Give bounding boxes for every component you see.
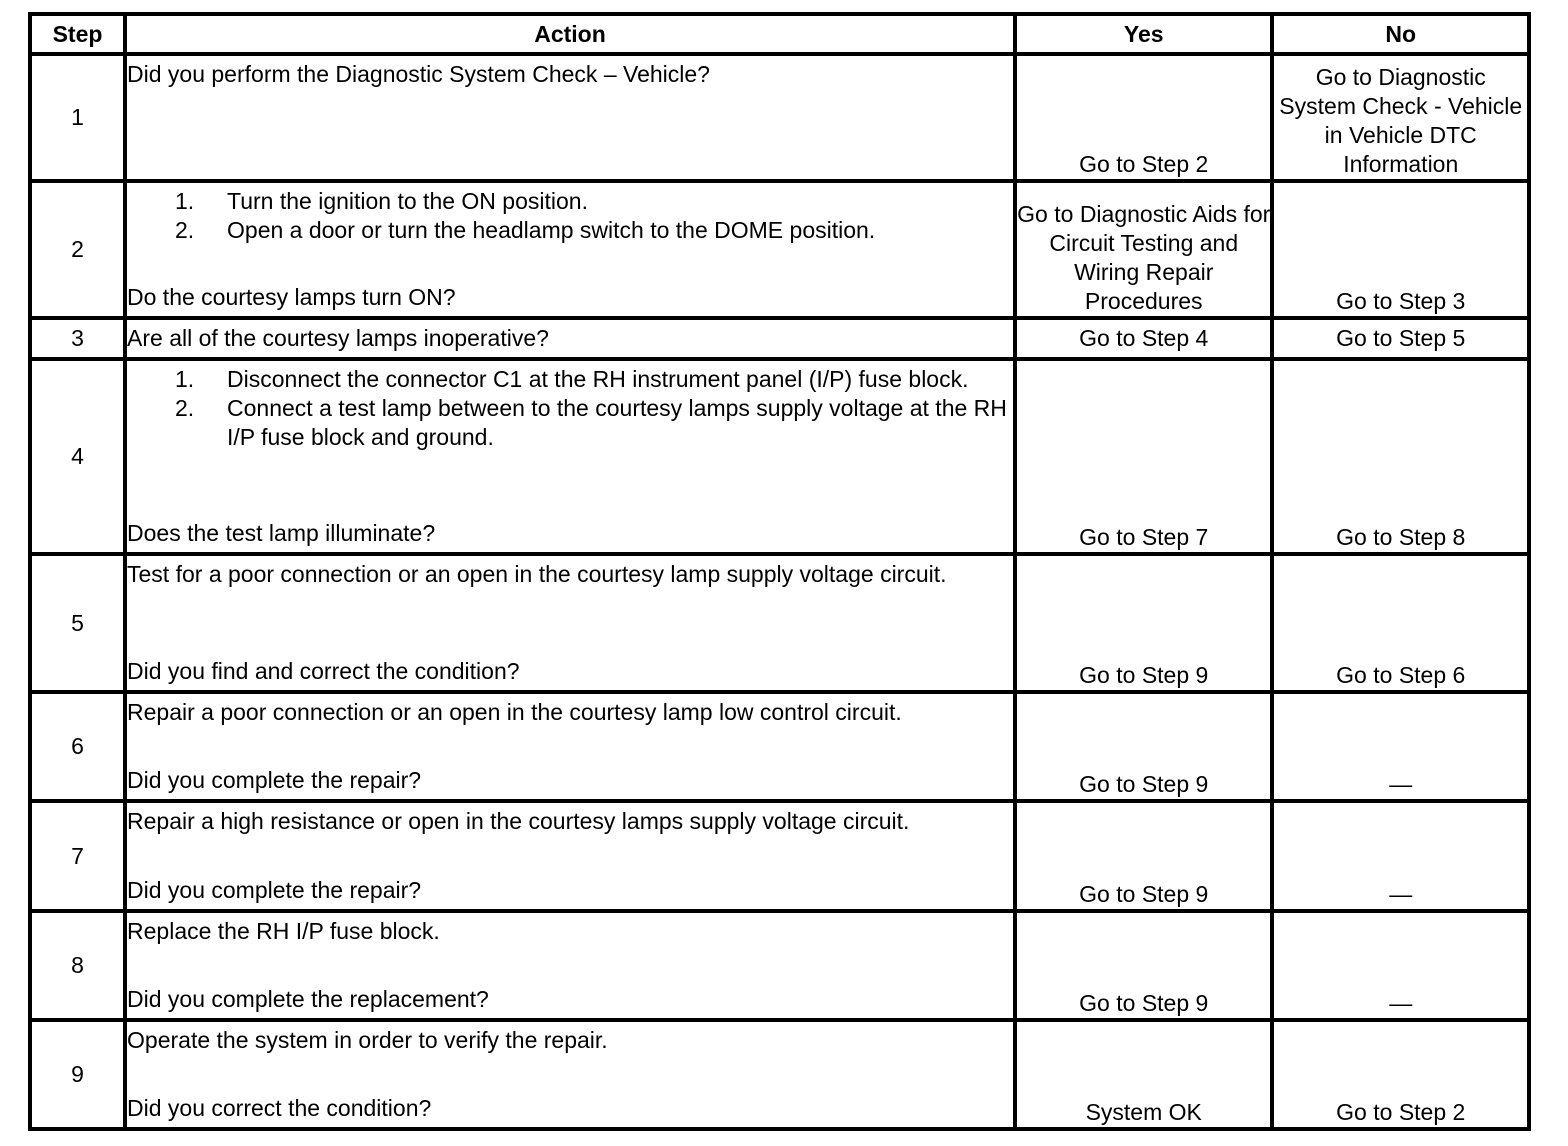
action-cell [125, 359, 1015, 554]
table-row [30, 318, 1529, 359]
header-step: Step [30, 14, 125, 54]
list-item: 1. Disconnect the connector C1 at the RH instrument panel (I/P) fuse block. [175, 366, 969, 392]
step-number: 6 [30, 692, 125, 801]
no-result: Go to Step 8 [1272, 359, 1529, 554]
action-cell [125, 318, 1015, 359]
action-cell [125, 554, 1015, 692]
table-row [30, 554, 1529, 692]
no-result: — [1272, 801, 1529, 911]
action-cell [125, 692, 1015, 801]
header-row [30, 14, 1529, 54]
step-number: 3 [30, 318, 125, 359]
yes-result: Go to Step 9 [1015, 554, 1272, 692]
action-question: Did you complete the replacement? [127, 986, 489, 1012]
action-question: Does the test lamp illuminate? [127, 520, 436, 546]
yes-result: Go to Step 9 [1015, 801, 1272, 911]
action-text: Test for a poor connection or an open in the courtesy lamp supply voltage circuit. [127, 561, 947, 587]
table-row [30, 54, 1529, 181]
action-text: Did you perform the Diagnostic System Check – Vehicle? [127, 61, 710, 87]
yes-result: Go to Diagnostic Aids for Circuit Testing and Wiring Repair Procedures [1015, 181, 1272, 318]
table-row [30, 801, 1529, 911]
no-result: Go to Step 5 [1272, 318, 1529, 359]
step-number: 5 [30, 554, 125, 692]
action-text: Repair a poor connection or an open in the courtesy lamp low control circuit. [127, 699, 902, 725]
diagnostic-table [28, 12, 1531, 1131]
header-yes: Yes [1015, 14, 1272, 54]
action-cell [125, 54, 1015, 181]
instruction-list [127, 183, 1013, 245]
action-question: Did you correct the condition? [127, 1095, 432, 1121]
action-question: Do the courtesy lamps turn ON? [127, 284, 456, 310]
no-result: — [1272, 692, 1529, 801]
table-row [30, 692, 1529, 801]
header-action: Action [125, 14, 1015, 54]
table-row [30, 911, 1529, 1020]
action-cell [125, 911, 1015, 1020]
action-text: Replace the RH I/P fuse block. [127, 918, 440, 944]
action-cell [125, 801, 1015, 911]
yes-result: Go to Step 7 [1015, 359, 1272, 554]
no-result: Go to Step 3 [1272, 181, 1529, 318]
action-question: Did you find and correct the condition? [127, 658, 520, 684]
yes-result: Go to Step 4 [1015, 318, 1272, 359]
table-row [30, 181, 1529, 318]
step-number: 2 [30, 181, 125, 318]
step-number: 1 [30, 54, 125, 181]
yes-result: Go to Step 9 [1015, 911, 1272, 1020]
yes-result: Go to Step 9 [1015, 692, 1272, 801]
instruction-list [127, 361, 1013, 452]
step-number: 9 [30, 1020, 125, 1129]
list-item: 2. Open a door or turn the headlamp switch to the DOME position. [175, 217, 876, 243]
action-text: Are all of the courtesy lamps inoperative? [127, 325, 549, 351]
action-question: Did you complete the repair? [127, 877, 422, 903]
no-result: Go to Diagnostic System Check - Vehicle in Vehicle DTC Information [1272, 54, 1529, 181]
no-result: Go to Step 6 [1272, 554, 1529, 692]
list-item: 2. Connect a test lamp between to the courtesy lamps supply voltage at the RH I/P fuse block and ground. [175, 395, 1007, 450]
list-item: 1. Turn the ignition to the ON position. [175, 188, 588, 214]
yes-result: System OK [1015, 1020, 1272, 1129]
yes-result: Go to Step 2 [1015, 54, 1272, 181]
action-question: Did you complete the repair? [127, 767, 422, 793]
action-cell [125, 1020, 1015, 1129]
action-text: Repair a high resistance or open in the courtesy lamps supply voltage circuit. [127, 808, 910, 834]
step-number: 7 [30, 801, 125, 911]
no-result: — [1272, 911, 1529, 1020]
no-result: Go to Step 2 [1272, 1020, 1529, 1129]
table-row [30, 359, 1529, 554]
step-number: 8 [30, 911, 125, 1020]
step-number: 4 [30, 359, 125, 554]
header-no: No [1272, 14, 1529, 54]
table-row [30, 1020, 1529, 1129]
action-text: Operate the system in order to verify the repair. [127, 1027, 608, 1053]
action-cell [125, 181, 1015, 318]
